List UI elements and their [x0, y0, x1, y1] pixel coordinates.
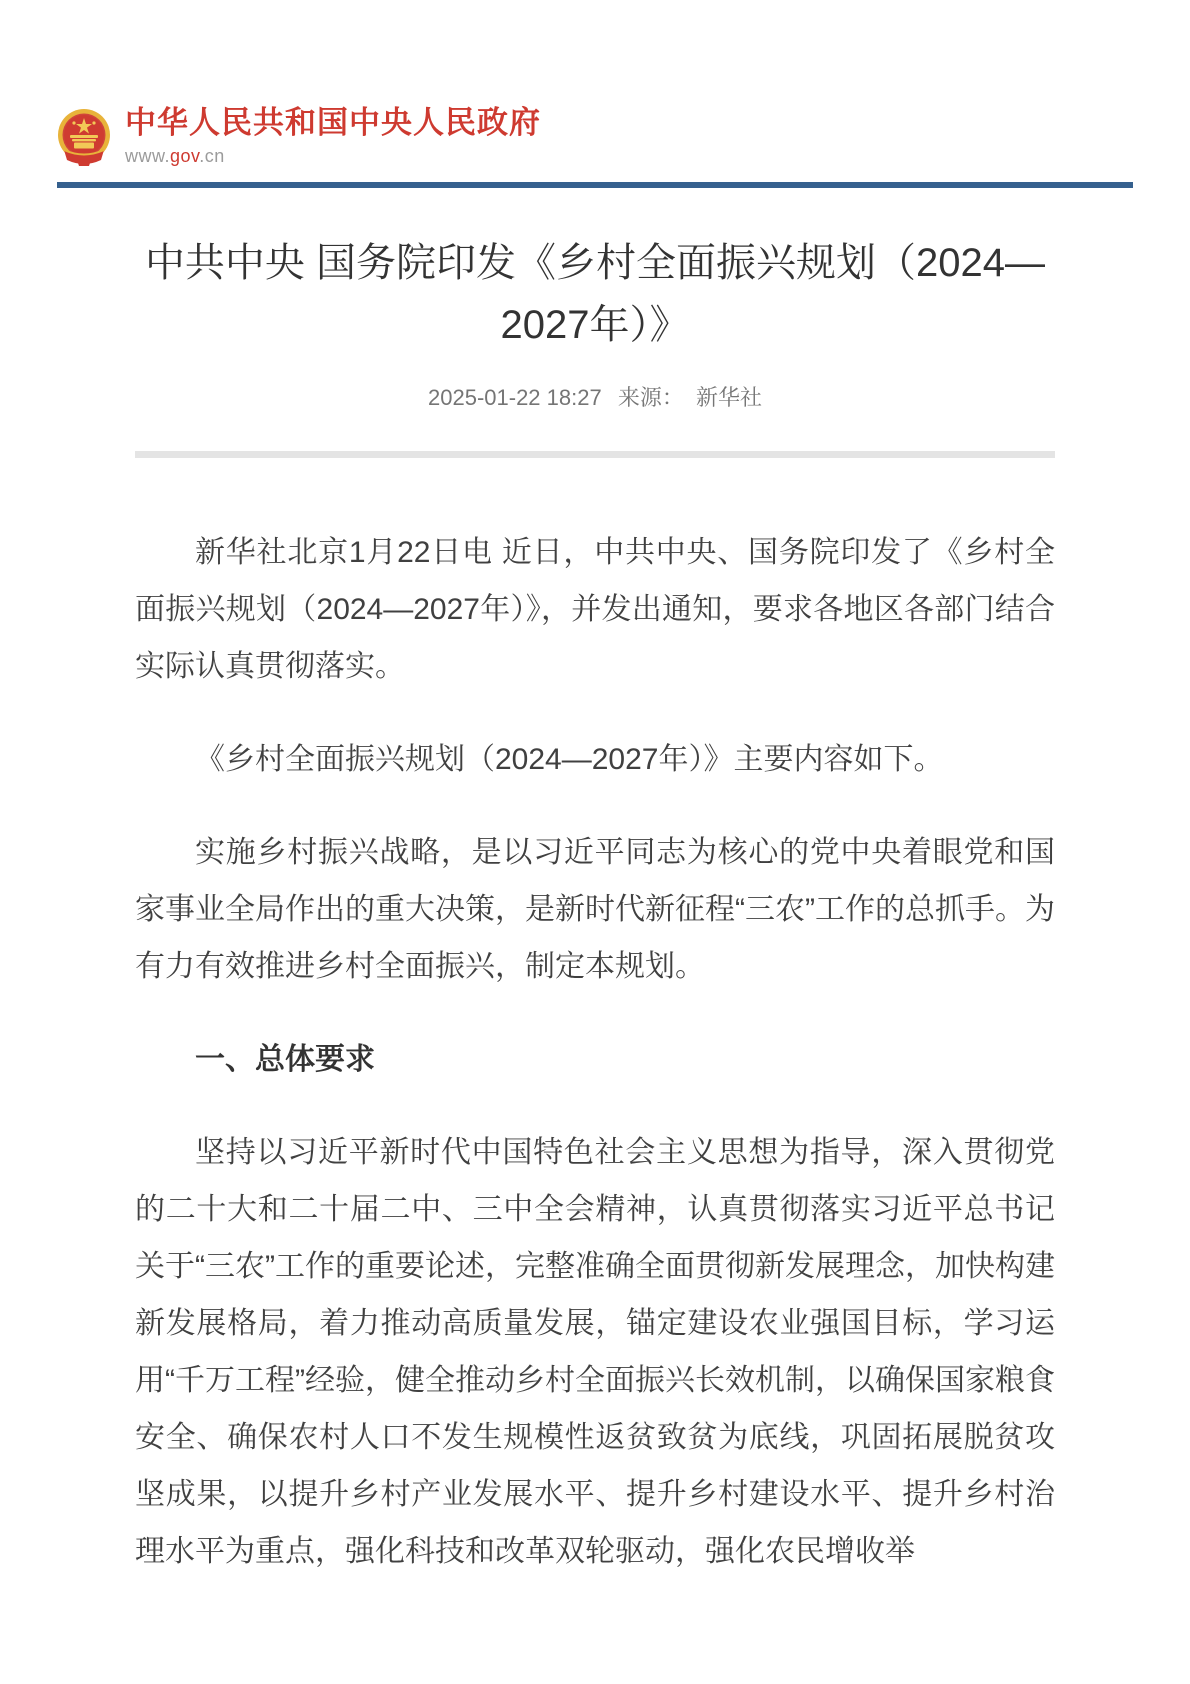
national-emblem-icon — [57, 108, 111, 168]
site-url-gov: gov — [170, 146, 200, 166]
header-divider-line — [57, 182, 1133, 188]
paragraph-4: 坚持以习近平新时代中国特色社会主义思想为指导，深入贯彻党的二十大和二十届二中、三中全会精神，认真贯彻落实习近平总书记关于“三农”工作的重要论述，完整准确全面贯彻新发展理念，加快构建新发展格局，着力推动高质量发展，锚定建设农业强国目标，学习运用“千万工程”经验，健全推动乡村全面振兴长效机制，以确保国家粮食安全、确保农村人口不发生规模性返贫致贫为底线，巩固拓展脱贫攻坚成果，以提升乡村产业发展水平、提升乡村建设水平、提升乡村治理水平为重点，强化科技和改革双轮驱动，强化农民增收举 — [135, 1135, 1055, 1568]
site-url-suffix: .cn — [199, 146, 225, 166]
paragraph-2: 《乡村全面振兴规划（2024—2027年）》主要内容如下。 — [195, 742, 944, 776]
source-name: 新华社 — [695, 384, 762, 410]
article-title: 中共中央 国务院印发《乡村全面振兴规划（2024—2027年）》 — [144, 241, 1046, 347]
source-label: 来源： — [617, 384, 684, 410]
site-logo[interactable] — [57, 106, 1133, 168]
site-name[interactable]: 中华人民共和国中央人民政府 — [125, 105, 541, 140]
article-meta — [135, 383, 1055, 413]
site-url[interactable] — [125, 146, 541, 167]
paragraph-3: 实施乡村振兴战略，是以习近平同志为核心的党中央着眼党和国家事业全局作出的重大决策，是新时代新征程“三农”工作的总抓手。为有力有效推进乡村全面振兴，制定本规划。 — [135, 835, 1055, 983]
publish-datetime: 2025-01-22 18:27 — [428, 384, 602, 410]
site-ident — [125, 106, 541, 167]
content-divider-bar — [135, 451, 1055, 458]
article-body — [135, 524, 1055, 1580]
site-url-prefix: www. — [125, 146, 171, 166]
paragraph-1: 新华社北京1月22日电 近日，中共中央、国务院印发了《乡村全面振兴规划（2024—2027年）》，并发出通知，要求各地区各部门结合实际认真贯彻落实。 — [135, 535, 1055, 683]
article — [135, 232, 1055, 1580]
section-heading-1: 一、总体要求 — [195, 1042, 375, 1076]
site-header — [0, 0, 1190, 168]
